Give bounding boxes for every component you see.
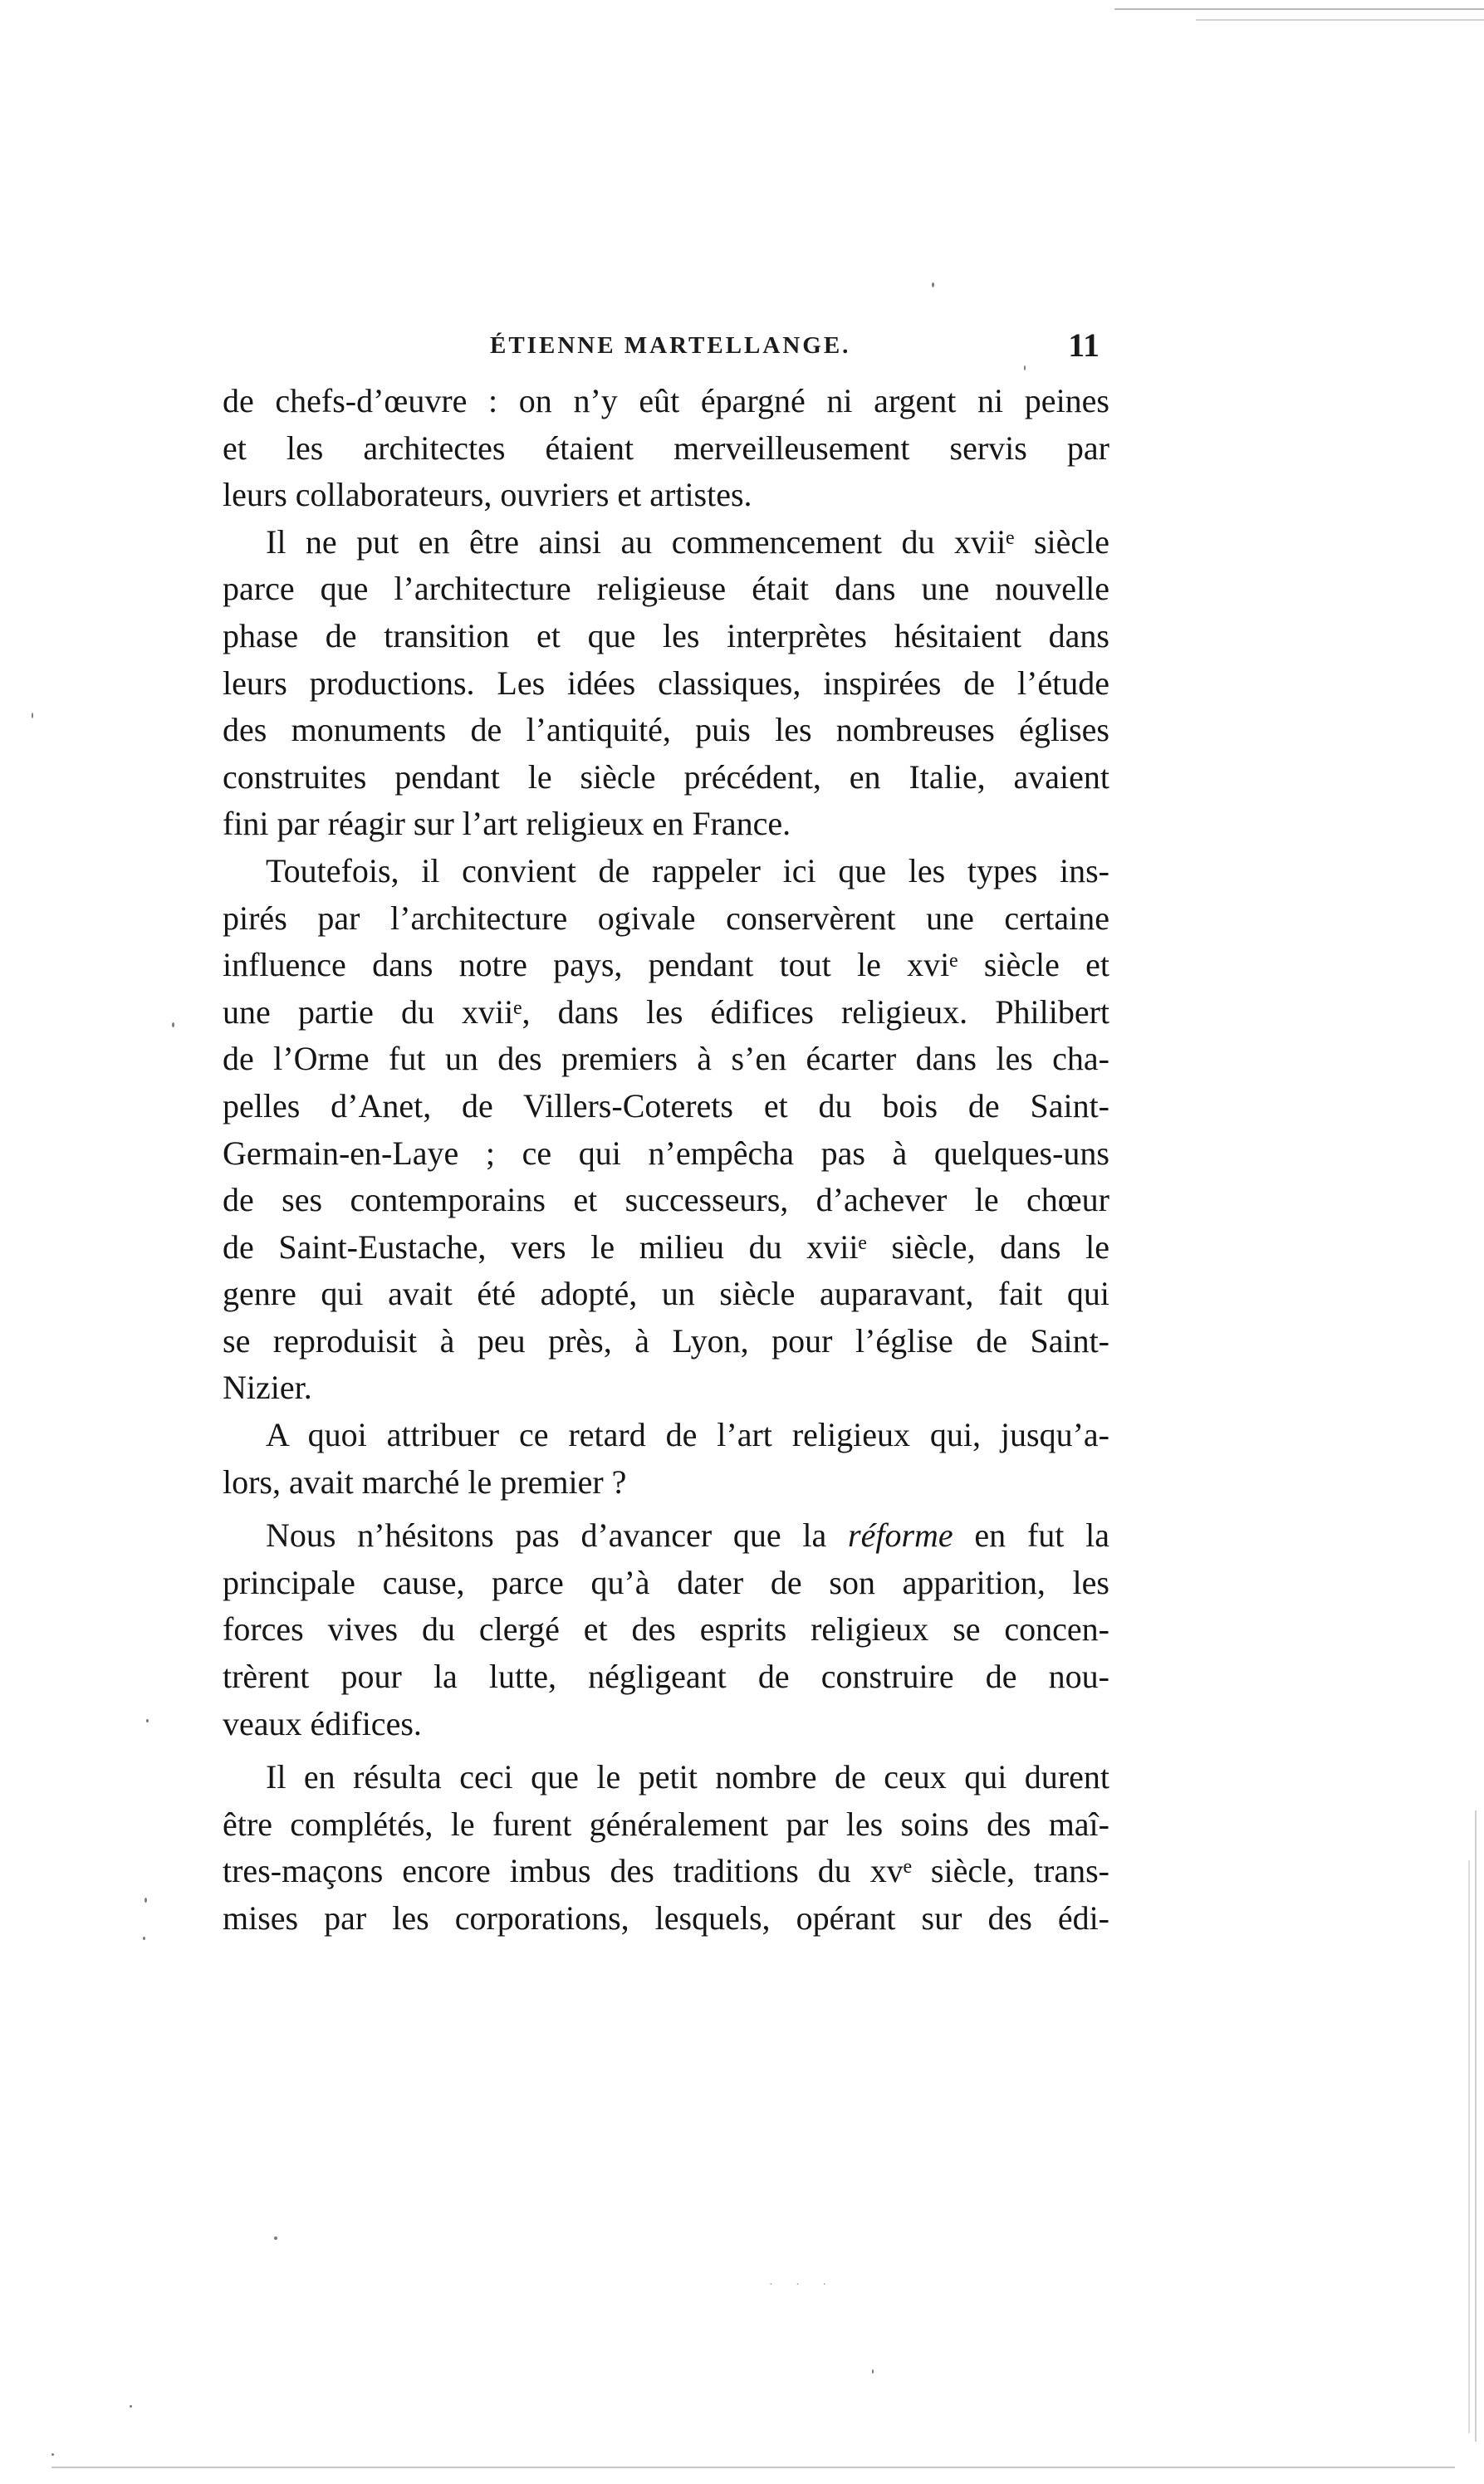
- scan-dots: · · ·: [769, 2279, 836, 2291]
- text-line: lors, avait marché le premier ?: [223, 1462, 627, 1501]
- text-line: des monuments de l’antiquité, puis les nombreuses églises: [223, 711, 1109, 749]
- scan-speck: [1024, 365, 1026, 370]
- text-line: pelles d’Anet, de Villers-Coterets et du bois de Saint-: [223, 1086, 1109, 1124]
- text-line: influence dans notre pays, pendant tout le xviᵉ siècle et: [223, 946, 1109, 984]
- text-run: Nous n’hésitons pas d’avancer que la: [266, 1516, 849, 1555]
- text-line: leurs collaborateurs, ouvriers et artistes.: [223, 476, 752, 514]
- text-line: A quoi attribuer ce retard de l’art religieux qui, jusqu’a-: [266, 1416, 1109, 1454]
- text-line: une partie du xviiᵉ, dans les édifices religieux. Philibert: [223, 992, 1109, 1031]
- scan-speck: [872, 2369, 874, 2374]
- text-line: principale cause, parce qu’à dater de son apparition, les: [223, 1563, 1109, 1601]
- scan-right-edge: [1475, 1810, 1477, 2442]
- text-run: en fut la: [953, 1516, 1109, 1555]
- text-line: se reproduisit à peu près, à Lyon, pour l’église de Saint-: [223, 1321, 1109, 1360]
- text-line: veaux édifices.: [223, 1704, 422, 1742]
- text-line: mises par les corporations, lesquels, opérant sur des édi-: [223, 1899, 1109, 1937]
- scan-speck: [51, 2453, 54, 2456]
- scan-right-edge-secondary: [1468, 1860, 1470, 2433]
- scan-speck: [274, 2237, 277, 2240]
- text-line: fini par réagir sur l’art religieux en France.: [223, 805, 791, 843]
- text-line: phase de transition et que les interprètes hésitaient dans: [223, 616, 1109, 654]
- text-line: Il en résulta ceci que le petit nombre de ceux qui durent: [266, 1758, 1109, 1796]
- text-line: de chefs-d’œuvre : on n’y eût épargné ni argent ni peines: [223, 382, 1109, 419]
- emphasis-reforme: réforme: [848, 1516, 953, 1555]
- text-line: trèrent pour la lutte, négligeant de construire de nou-: [223, 1658, 1109, 1696]
- text-line: tres-maçons encore imbus des traditions du xvᵉ siècle, trans-: [223, 1852, 1109, 1890]
- scan-speck: [143, 1937, 145, 1940]
- text-line: et les architectes étaient merveilleusement servis par: [223, 429, 1109, 467]
- text-line: Germain-en-Laye ; ce qui n’empêcha pas à quelques-uns: [223, 1134, 1109, 1172]
- text-line: parce que l’architecture religieuse était dans une nouvelle: [223, 570, 1109, 608]
- scan-speck: [932, 282, 934, 287]
- text-line: leurs productions. Les idées classiques, inspirées de l’étude: [223, 664, 1109, 702]
- body-text: [223, 378, 1109, 1943]
- text-line: pirés par l’architecture ogivale conservèrent une certaine: [223, 899, 1109, 937]
- text-line: construites pendant le siècle précédent, en Italie, avaient: [223, 757, 1109, 796]
- text-line: Toutefois, il convient de rappeler ici que les types ins-: [266, 851, 1109, 889]
- page-number: 11: [1068, 326, 1100, 364]
- text-line: [223, 1512, 1109, 1560]
- text-line: forces vives du clergé et des esprits religieux se concen-: [223, 1610, 1109, 1649]
- running-head: [224, 326, 1129, 364]
- scan-speck: [144, 1898, 147, 1903]
- scan-speck: [172, 1022, 174, 1027]
- scan-speck: [146, 1719, 149, 1722]
- scan-speck: [32, 713, 33, 718]
- text-line: de l’Orme fut un des premiers à s’en écarter dans les cha-: [223, 1040, 1109, 1078]
- text-line: de ses contemporains et successeurs, d’achever le chœur: [223, 1181, 1109, 1219]
- scan-edge-line: [1114, 8, 1484, 10]
- text-line: genre qui avait été adopté, un siècle auparavant, fait qui: [223, 1275, 1109, 1313]
- text-line: Il ne put en être ainsi au commencement du xviiᵉ siècle: [266, 522, 1109, 561]
- scan-edge-line-secondary: [1196, 19, 1484, 21]
- scan-bottom-edge: [51, 2467, 1455, 2468]
- running-title: ÉTIENNE MARTELLANGE.: [490, 332, 851, 359]
- scan-speck: [130, 2405, 132, 2408]
- text-line: être complétés, le furent généralement par les soins des maî-: [223, 1805, 1109, 1843]
- text-line: de Saint-Eustache, vers le milieu du xviiᵉ siècle, dans le: [223, 1227, 1109, 1266]
- text-line: Nizier.: [223, 1369, 312, 1407]
